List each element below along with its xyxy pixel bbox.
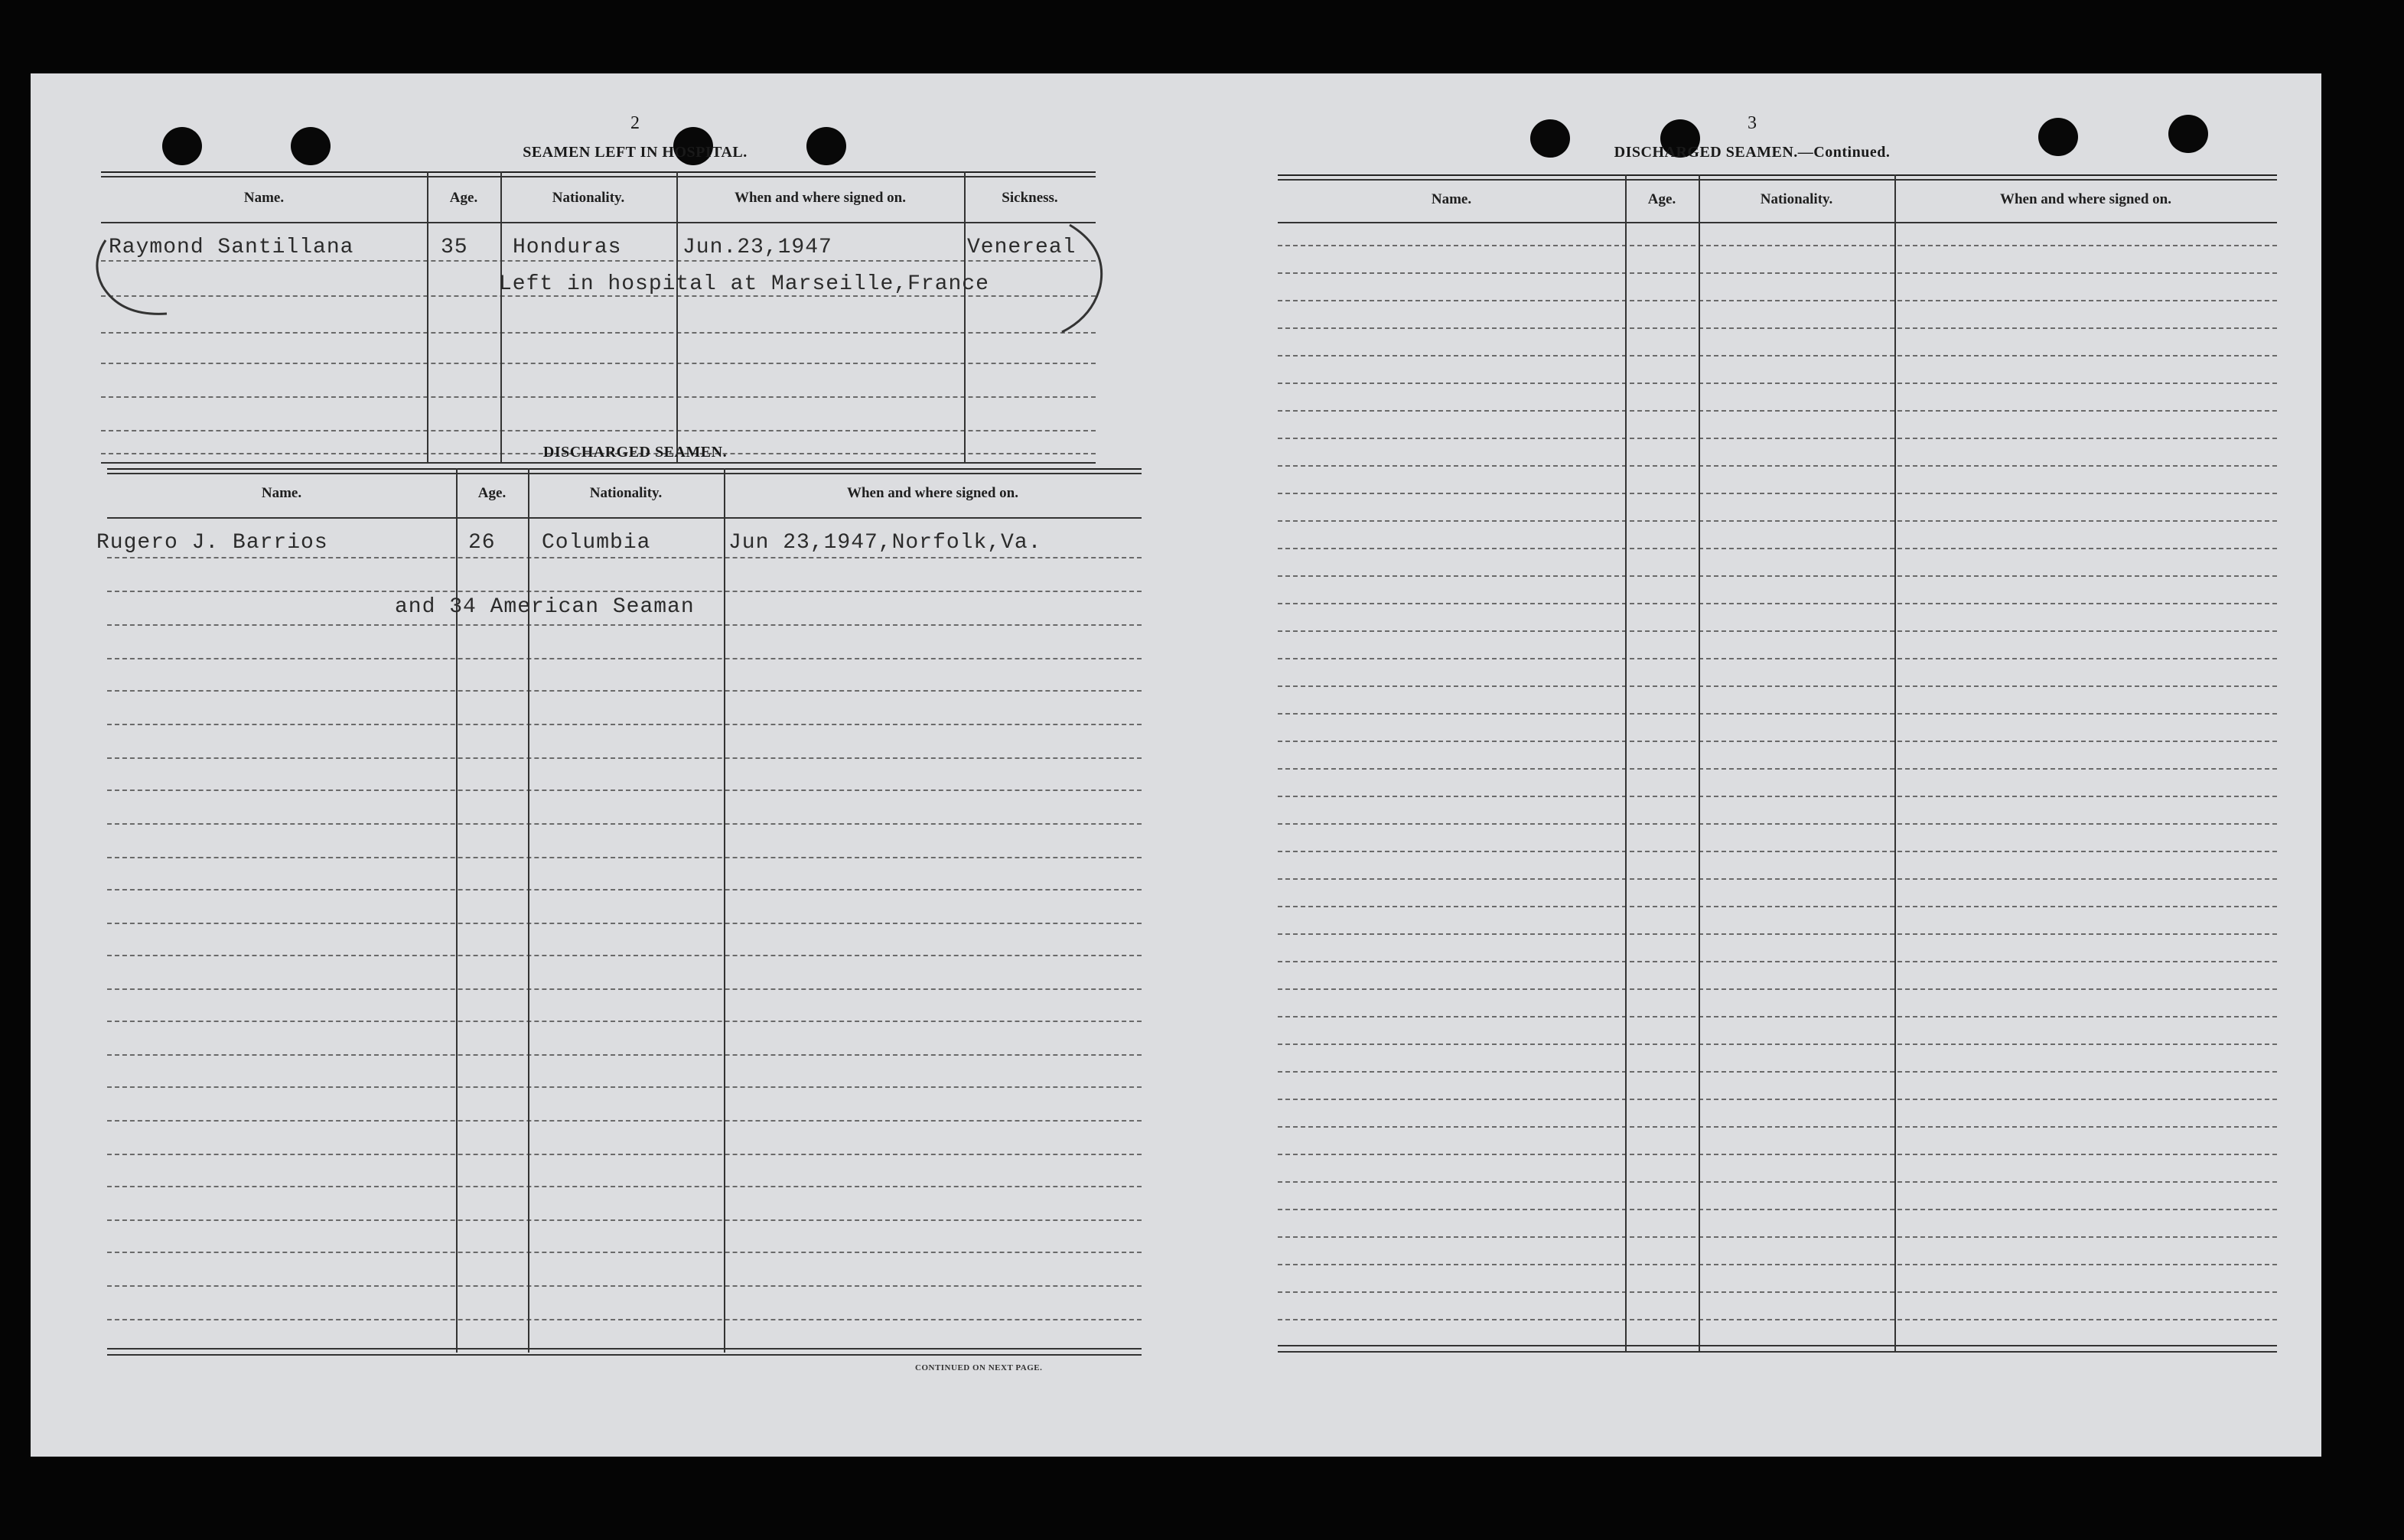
left-page (31, 73, 1163, 1457)
header-name: Name. (1431, 191, 1472, 207)
hospital-section-title: SEAMEN LEFT IN HOSPITAL. (523, 144, 748, 161)
header-age: Age. (1647, 191, 1676, 207)
continued-footer: CONTINUED ON NEXT PAGE. (915, 1363, 1043, 1372)
hospital-name: Raymond Santillana (109, 236, 354, 259)
page-number: 3 (1748, 113, 1757, 133)
header-nationality: Nationality. (589, 485, 663, 501)
header-age: Age. (477, 485, 507, 501)
discharged-signed-on: Jun 23,1947,Norfolk,Va. (728, 531, 1042, 555)
header-signed-on: When and where signed on. (846, 485, 1018, 501)
discharged-age: 26 (468, 531, 496, 555)
discharged-name: Rugero J. Barrios (96, 531, 328, 555)
hospital-sickness: Venereal (967, 236, 1077, 259)
right-page (1239, 73, 2321, 1457)
discharged-continued-title: DISCHARGED SEAMEN.—Continued. (1614, 144, 1891, 161)
handwritten-bracket (75, 217, 1131, 340)
hospital-remark: Left in hospital at Marseille,France (499, 272, 989, 296)
page-number: 2 (630, 113, 640, 133)
hospital-nationality: Honduras (513, 236, 622, 259)
header-sickness: Sickness. (1002, 190, 1058, 206)
header-nationality: Nationality. (552, 190, 625, 206)
header-name: Name. (261, 485, 302, 501)
discharged-table (96, 468, 1142, 1362)
header-signed-on: When and where signed on. (734, 190, 906, 206)
hospital-signed-on: Jun.23,1947 (682, 236, 832, 259)
header-nationality: Nationality. (1760, 191, 1833, 207)
header-name: Name. (243, 190, 285, 206)
header-signed-on: When and where signed on. (1999, 191, 2171, 207)
document-sheet (31, 73, 2321, 1457)
header-age: Age. (449, 190, 478, 206)
discharged-note: and 34 American Seaman (395, 595, 695, 619)
discharged-section-title: DISCHARGED SEAMEN. (542, 444, 728, 461)
discharged-continued-table (1278, 174, 2277, 1363)
hospital-age: 35 (441, 236, 468, 259)
discharged-nationality: Columbia (542, 531, 651, 555)
